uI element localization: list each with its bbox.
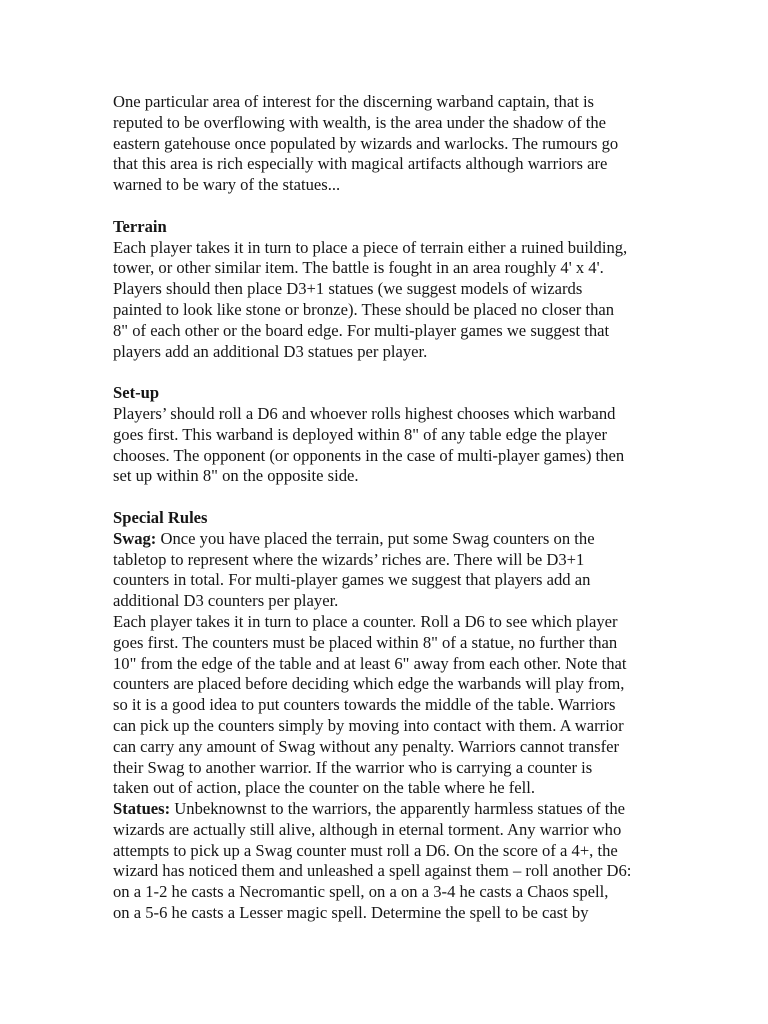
terrain-line: 8" of each other or the board edge. For multi-player games we suggest that	[113, 320, 610, 340]
swag-line: 10" from the edge of the table and at least 6" away from each other. Note that	[113, 653, 627, 673]
swag-line: taken out of action, place the counter on the table where he fell.	[113, 778, 536, 798]
intro-paragraph	[113, 92, 658, 196]
swag-line: so it is a good idea to put counters towards the middle of the table. Warriors	[113, 695, 616, 715]
intro-line: One particular area of interest for the discerning warband captain, that is	[113, 92, 595, 111]
statues-line: attempts to pick up a Swag counter must roll a D6. On the score of a 4+, the	[113, 840, 618, 860]
swag-line: their Swag to another warrior. If the warrior who is carrying a counter is	[113, 757, 593, 777]
statues-line: wizard has noticed them and unleashed a spell against them – roll another D6:	[113, 861, 632, 881]
terrain-line: players add an additional D3 statues per player.	[113, 341, 428, 361]
intro-line: that this area is rich especially with magical artifacts although warriors are	[113, 154, 608, 174]
document-page	[113, 92, 658, 924]
terrain-line: Each player takes it in turn to place a piece of terrain either a ruined building,	[113, 237, 628, 257]
setup-line: goes first. This warband is deployed within 8" of any table edge the player	[113, 424, 608, 444]
terrain-line: tower, or other similar item. The battle is fought in an area roughly 4' x 4'.	[113, 258, 604, 278]
statues-rule-first-line	[113, 799, 658, 820]
setup-section	[113, 383, 658, 487]
statues-line: on a 5-6 he casts a Lesser magic spell. Determine the spell to be cast by	[113, 903, 589, 923]
paragraph-gap	[113, 196, 658, 217]
swag-line: goes first. The counters must be placed within 8" of a statue, no further than	[113, 632, 618, 652]
paragraph-gap	[113, 362, 658, 383]
setup-heading: Set-up	[113, 383, 160, 403]
terrain-section	[113, 217, 658, 363]
statues-label: Statues:	[113, 799, 171, 819]
swag-line: counters are placed before deciding which edge the warbands will play from,	[113, 674, 625, 694]
intro-line: eastern gatehouse once populated by wizards and warlocks. The rumours go	[113, 133, 619, 153]
swag-line: Each player takes it in turn to place a counter. Roll a D6 to see which player	[113, 611, 618, 631]
statues-line: on a 1-2 he casts a Necromantic spell, on a on a 3-4 he casts a Chaos spell,	[113, 882, 609, 902]
terrain-line: painted to look like stone or bronze). These should be placed no closer than	[113, 299, 615, 319]
paragraph-gap	[113, 487, 658, 508]
statues-line: wizards are actually still alive, although in eternal torment. Any warrior who	[113, 819, 622, 839]
terrain-line: Players should then place D3+1 statues (we suggest models of wizards	[113, 279, 583, 299]
special-rules-heading: Special Rules	[113, 507, 208, 527]
intro-line: reputed to be overflowing with wealth, is the area under the shadow of the	[113, 112, 607, 132]
swag-line: can pick up the counters simply by moving into contact with them. A warrior	[113, 715, 624, 735]
swag-line: can carry any amount of Swag without any penalty. Warriors cannot transfer	[113, 736, 619, 756]
special-rules-section	[113, 508, 658, 924]
terrain-heading: Terrain	[113, 216, 167, 236]
swag-line: additional D3 counters per player.	[113, 591, 339, 611]
statues-first-text: Unbeknownst to the warriors, the apparently harmless statues of the	[170, 799, 625, 819]
swag-rule-first-line	[113, 529, 658, 550]
swag-line: counters in total. For multi-player games we suggest that players add an	[113, 570, 591, 590]
swag-line: tabletop to represent where the wizards’ riches are. There will be D3+1	[113, 549, 585, 569]
setup-line: chooses. The opponent (or opponents in the case of multi-player games) then	[113, 445, 625, 465]
swag-label: Swag:	[113, 528, 157, 548]
setup-line: set up within 8" on the opposite side.	[113, 466, 359, 486]
intro-line: warned to be wary of the statues...	[113, 175, 341, 195]
swag-first-text: Once you have placed the terrain, put some Swag counters on the	[156, 528, 595, 548]
setup-line: Players’ should roll a D6 and whoever rolls highest chooses which warband	[113, 403, 616, 423]
